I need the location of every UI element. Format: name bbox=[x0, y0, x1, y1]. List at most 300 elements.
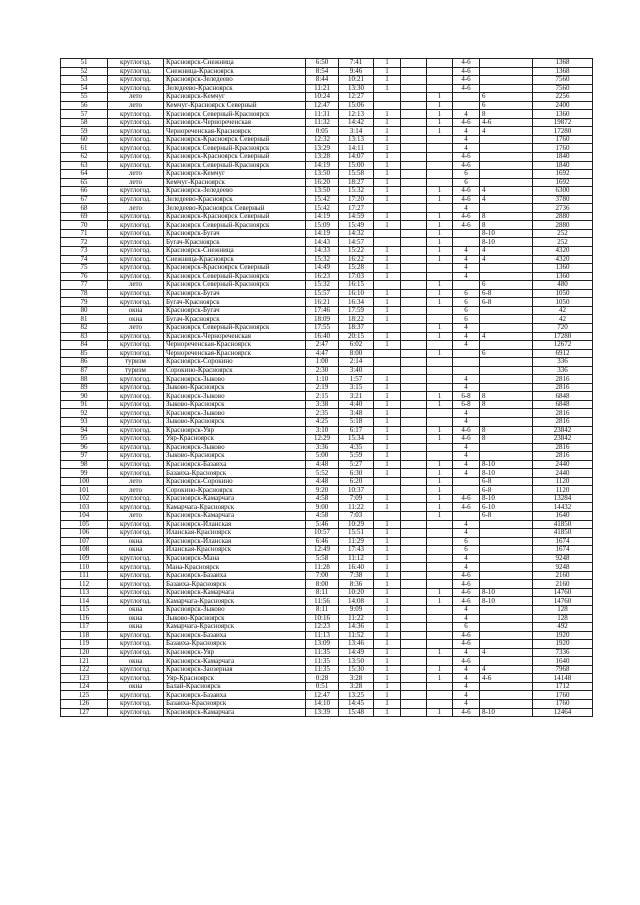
season-cell: круглогод. bbox=[108, 153, 164, 162]
season-cell: круглогод. bbox=[108, 503, 164, 512]
flag-c-cell: 1 bbox=[427, 195, 453, 204]
flag-a-cell: 1 bbox=[374, 195, 401, 204]
row-number-cell: 70 bbox=[61, 221, 108, 230]
season-cell: круглогод. bbox=[108, 84, 164, 93]
flag-c-cell bbox=[427, 178, 453, 187]
flag-b-cell bbox=[401, 665, 427, 674]
flag-b-cell bbox=[401, 170, 427, 179]
route-cell: Красноярск-Камарчага bbox=[164, 588, 306, 597]
cars-count-cell: 4-6 bbox=[453, 221, 480, 230]
flag-c-cell bbox=[427, 383, 453, 392]
flag-b-cell bbox=[401, 631, 427, 640]
amount-cell: 42 bbox=[533, 315, 593, 324]
flag-a-cell: 1 bbox=[374, 435, 401, 444]
arrival-time-cell: 15:49 bbox=[339, 221, 374, 230]
row-number-cell: 118 bbox=[61, 631, 108, 640]
arrival-time-cell: 14:07 bbox=[339, 153, 374, 162]
cars-extra-cell bbox=[480, 375, 533, 384]
cars-extra-cell: 8-10 bbox=[480, 708, 533, 717]
arrival-time-cell: 6:02 bbox=[339, 341, 374, 350]
cars-extra-cell bbox=[480, 554, 533, 563]
table-row bbox=[61, 486, 593, 495]
flag-a-cell: 1 bbox=[374, 212, 401, 221]
cars-extra-cell bbox=[480, 631, 533, 640]
row-number-cell: 81 bbox=[61, 315, 108, 324]
departure-time-cell: 8:44 bbox=[306, 76, 339, 85]
departure-time-cell: 0:05 bbox=[306, 127, 339, 136]
flag-a-cell bbox=[374, 323, 401, 332]
cars-count-cell bbox=[453, 238, 480, 247]
departure-time-cell: 18:09 bbox=[306, 315, 339, 324]
amount-cell: 2440 bbox=[533, 469, 593, 478]
flag-a-cell: 1 bbox=[374, 469, 401, 478]
flag-c-cell bbox=[427, 59, 453, 68]
arrival-time-cell: 12:13 bbox=[339, 110, 374, 119]
route-cell: Базаиха-Красноярск bbox=[164, 580, 306, 589]
row-number-cell: 89 bbox=[61, 383, 108, 392]
table-row bbox=[61, 503, 593, 512]
season-cell: лето bbox=[108, 477, 164, 486]
cars-count-cell: 4 bbox=[453, 665, 480, 674]
departure-time-cell: 8:00 bbox=[306, 580, 339, 589]
cars-count-cell: 4 bbox=[453, 443, 480, 452]
route-cell: Красноярск-Базаиха bbox=[164, 460, 306, 469]
table-row bbox=[61, 306, 593, 315]
departure-time-cell: 3:36 bbox=[306, 443, 339, 452]
route-cell: Красноярск-Уяр bbox=[164, 648, 306, 657]
cars-extra-cell: 4 bbox=[480, 247, 533, 256]
cars-count-cell: 4 bbox=[453, 417, 480, 426]
amount-cell: 1368 bbox=[533, 67, 593, 76]
departure-time-cell: 3:38 bbox=[306, 400, 339, 409]
route-cell: Красноярск-Кемчуг bbox=[164, 170, 306, 179]
cars-count-cell: 4-6 bbox=[453, 153, 480, 162]
flag-c-cell bbox=[427, 144, 453, 153]
flag-b-cell bbox=[401, 503, 427, 512]
cars-extra-cell bbox=[480, 178, 533, 187]
flag-a-cell: 1 bbox=[374, 127, 401, 136]
row-number-cell: 106 bbox=[61, 529, 108, 538]
flag-a-cell: 1 bbox=[374, 110, 401, 119]
flag-b-cell bbox=[401, 648, 427, 657]
flag-c-cell: 1 bbox=[427, 708, 453, 717]
flag-c-cell bbox=[427, 84, 453, 93]
cars-count-cell: 6 bbox=[453, 623, 480, 632]
arrival-time-cell: 14:45 bbox=[339, 700, 374, 709]
cars-count-cell: 4-6 bbox=[453, 580, 480, 589]
amount-cell: 2160 bbox=[533, 580, 593, 589]
table-row bbox=[61, 588, 593, 597]
flag-c-cell: 1 bbox=[427, 503, 453, 512]
flag-b-cell bbox=[401, 486, 427, 495]
arrival-time-cell: 7:38 bbox=[339, 571, 374, 580]
departure-time-cell: 11:13 bbox=[306, 631, 339, 640]
route-cell: Красноярск Северный-Красноярск bbox=[164, 323, 306, 332]
amount-cell: 336 bbox=[533, 358, 593, 367]
cars-extra-cell bbox=[480, 682, 533, 691]
route-cell: Красноярск Северный-Красноярск bbox=[164, 221, 306, 230]
flag-b-cell bbox=[401, 187, 427, 196]
flag-c-cell bbox=[427, 366, 453, 375]
table-row bbox=[61, 511, 593, 520]
table-row bbox=[61, 332, 593, 341]
cars-count-cell: 4-6 bbox=[453, 84, 480, 93]
season-cell: круглогод. bbox=[108, 127, 164, 136]
cars-count-cell: 4 bbox=[453, 460, 480, 469]
flag-c-cell: 1 bbox=[427, 118, 453, 127]
flag-a-cell: 1 bbox=[374, 571, 401, 580]
row-number-cell: 115 bbox=[61, 606, 108, 615]
cars-extra-cell: 8-10 bbox=[480, 460, 533, 469]
flag-b-cell bbox=[401, 392, 427, 401]
flag-a-cell: 1 bbox=[374, 452, 401, 461]
flag-a-cell: 1 bbox=[374, 341, 401, 350]
arrival-time-cell: 3:15 bbox=[339, 383, 374, 392]
route-cell: Зеледеево-Красноярск bbox=[164, 195, 306, 204]
row-number-cell: 100 bbox=[61, 477, 108, 486]
flag-b-cell bbox=[401, 700, 427, 709]
departure-time-cell: 13:29 bbox=[306, 144, 339, 153]
flag-a-cell: 1 bbox=[374, 691, 401, 700]
cars-count-cell: 4 bbox=[453, 614, 480, 623]
flag-c-cell bbox=[427, 341, 453, 350]
amount-cell: 2440 bbox=[533, 460, 593, 469]
cars-extra-cell bbox=[480, 614, 533, 623]
flag-c-cell: 1 bbox=[427, 187, 453, 196]
cars-count-cell: 4 bbox=[453, 606, 480, 615]
arrival-time-cell: 6:20 bbox=[339, 477, 374, 486]
amount-cell: 2256 bbox=[533, 93, 593, 102]
departure-time-cell: 11:21 bbox=[306, 84, 339, 93]
arrival-time-cell: 5:27 bbox=[339, 460, 374, 469]
row-number-cell: 117 bbox=[61, 623, 108, 632]
departure-time-cell: 12:23 bbox=[306, 623, 339, 632]
flag-b-cell bbox=[401, 332, 427, 341]
route-cell: Красноярск-Камарчага bbox=[164, 511, 306, 520]
table-row bbox=[61, 178, 593, 187]
season-cell: круглогод. bbox=[108, 187, 164, 196]
row-number-cell: 99 bbox=[61, 469, 108, 478]
amount-cell: 9248 bbox=[533, 554, 593, 563]
departure-time-cell: 14:49 bbox=[306, 264, 339, 273]
departure-time-cell: 16:20 bbox=[306, 178, 339, 187]
cars-count-cell: 4 bbox=[453, 375, 480, 384]
cars-extra-cell bbox=[480, 700, 533, 709]
arrival-time-cell: 15:28 bbox=[339, 264, 374, 273]
flag-b-cell bbox=[401, 657, 427, 666]
cars-extra-cell bbox=[480, 59, 533, 68]
amount-cell: 1712 bbox=[533, 682, 593, 691]
departure-time-cell: 12:32 bbox=[306, 135, 339, 144]
table-row bbox=[61, 110, 593, 119]
departure-time-cell: 15:32 bbox=[306, 255, 339, 264]
arrival-time-cell: 9:09 bbox=[339, 606, 374, 615]
departure-time-cell: 1:00 bbox=[306, 358, 339, 367]
departure-time-cell: 10:16 bbox=[306, 614, 339, 623]
cars-count-cell: 4 bbox=[453, 323, 480, 332]
cars-count-cell bbox=[453, 93, 480, 102]
amount-cell: 6848 bbox=[533, 400, 593, 409]
row-number-cell: 98 bbox=[61, 460, 108, 469]
amount-cell: 1120 bbox=[533, 477, 593, 486]
arrival-time-cell: 9:46 bbox=[339, 67, 374, 76]
arrival-time-cell: 15:30 bbox=[339, 665, 374, 674]
table-row bbox=[61, 443, 593, 452]
flag-c-cell bbox=[427, 691, 453, 700]
cars-count-cell: 4 bbox=[453, 520, 480, 529]
flag-a-cell: 1 bbox=[374, 118, 401, 127]
flag-c-cell: 1 bbox=[427, 289, 453, 298]
flag-a-cell: 1 bbox=[374, 417, 401, 426]
table-row bbox=[61, 204, 593, 213]
flag-b-cell bbox=[401, 67, 427, 76]
departure-time-cell: 7:00 bbox=[306, 571, 339, 580]
cars-extra-cell bbox=[480, 323, 533, 332]
row-number-cell: 101 bbox=[61, 486, 108, 495]
season-cell: круглогод. bbox=[108, 648, 164, 657]
flag-a-cell: 1 bbox=[374, 272, 401, 281]
flag-b-cell bbox=[401, 306, 427, 315]
cars-count-cell: 4-6 bbox=[453, 59, 480, 68]
flag-a-cell: 1 bbox=[374, 546, 401, 555]
departure-time-cell: 16:40 bbox=[306, 332, 339, 341]
amount-cell: 6300 bbox=[533, 187, 593, 196]
cars-extra-cell: 6-8 bbox=[480, 289, 533, 298]
route-cell: Красноярск-Снежница bbox=[164, 247, 306, 256]
amount-cell: 1120 bbox=[533, 486, 593, 495]
flag-b-cell bbox=[401, 255, 427, 264]
season-cell: лето bbox=[108, 511, 164, 520]
season-cell: лето bbox=[108, 170, 164, 179]
arrival-time-cell: 17:59 bbox=[339, 306, 374, 315]
season-cell: окна bbox=[108, 546, 164, 555]
departure-time-cell: 12:47 bbox=[306, 101, 339, 110]
departure-time-cell: 15:42 bbox=[306, 195, 339, 204]
arrival-time-cell: 15:34 bbox=[339, 435, 374, 444]
flag-a-cell: 1 bbox=[374, 400, 401, 409]
table-row bbox=[61, 221, 593, 230]
cars-count-cell bbox=[453, 358, 480, 367]
season-cell: круглогод. bbox=[108, 417, 164, 426]
amount-cell: 17280 bbox=[533, 127, 593, 136]
flag-a-cell bbox=[374, 358, 401, 367]
cars-count-cell: 4 bbox=[453, 127, 480, 136]
arrival-time-cell: 4:40 bbox=[339, 400, 374, 409]
season-cell: круглогод. bbox=[108, 597, 164, 606]
flag-c-cell bbox=[427, 563, 453, 572]
flag-c-cell: 1 bbox=[427, 477, 453, 486]
cars-count-cell: 4-6 bbox=[453, 503, 480, 512]
amount-cell: 2816 bbox=[533, 452, 593, 461]
cars-extra-cell: 4-6 bbox=[480, 118, 533, 127]
table-row bbox=[61, 469, 593, 478]
flag-c-cell: 1 bbox=[427, 323, 453, 332]
flag-c-cell: 1 bbox=[427, 255, 453, 264]
flag-b-cell bbox=[401, 76, 427, 85]
route-cell: Красноярск Северный-Красноярск bbox=[164, 272, 306, 281]
departure-time-cell: 11:31 bbox=[306, 110, 339, 119]
flag-c-cell: 1 bbox=[427, 400, 453, 409]
season-cell: круглогод. bbox=[108, 409, 164, 418]
table-row bbox=[61, 529, 593, 538]
table-row bbox=[61, 195, 593, 204]
departure-time-cell: 10:57 bbox=[306, 529, 339, 538]
row-number-cell: 90 bbox=[61, 392, 108, 401]
flag-b-cell bbox=[401, 118, 427, 127]
route-cell: Красноярск-Черноречeнская bbox=[164, 118, 306, 127]
departure-time-cell: 0:51 bbox=[306, 682, 339, 691]
flag-c-cell bbox=[427, 546, 453, 555]
flag-c-cell bbox=[427, 375, 453, 384]
table-row bbox=[61, 238, 593, 247]
flag-a-cell: 1 bbox=[374, 383, 401, 392]
cars-extra-cell bbox=[480, 306, 533, 315]
cars-extra-cell: 4-6 bbox=[480, 674, 533, 683]
row-number-cell: 66 bbox=[61, 187, 108, 196]
row-number-cell: 110 bbox=[61, 563, 108, 572]
flag-c-cell: 1 bbox=[427, 511, 453, 520]
row-number-cell: 125 bbox=[61, 691, 108, 700]
route-cell: Базаиха-Красноярск bbox=[164, 700, 306, 709]
table-row bbox=[61, 435, 593, 444]
cars-extra-cell bbox=[480, 443, 533, 452]
cars-extra-cell bbox=[480, 529, 533, 538]
arrival-time-cell: 14:42 bbox=[339, 118, 374, 127]
flag-a-cell: 1 bbox=[374, 221, 401, 230]
cars-count-cell: 4-6 bbox=[453, 588, 480, 597]
cars-extra-cell bbox=[480, 264, 533, 273]
cars-count-cell bbox=[453, 511, 480, 520]
flag-a-cell bbox=[374, 93, 401, 102]
cars-count-cell: 6-8 bbox=[453, 392, 480, 401]
cars-count-cell: 4-6 bbox=[453, 426, 480, 435]
arrival-time-cell: 14:59 bbox=[339, 212, 374, 221]
row-number-cell: 95 bbox=[61, 435, 108, 444]
flag-a-cell: 1 bbox=[374, 665, 401, 674]
cars-count-cell: 4-6 bbox=[453, 187, 480, 196]
flag-c-cell: 1 bbox=[427, 349, 453, 358]
flag-a-cell: 1 bbox=[374, 247, 401, 256]
route-cell: Снежница-Красноярск bbox=[164, 67, 306, 76]
flag-c-cell: 1 bbox=[427, 93, 453, 102]
cars-extra-cell bbox=[480, 623, 533, 632]
flag-c-cell bbox=[427, 67, 453, 76]
flag-c-cell bbox=[427, 264, 453, 273]
cars-extra-cell bbox=[480, 341, 533, 350]
table-row bbox=[61, 426, 593, 435]
route-cell: Бугач-Красноярск bbox=[164, 298, 306, 307]
flag-b-cell bbox=[401, 606, 427, 615]
row-number-cell: 71 bbox=[61, 229, 108, 238]
flag-b-cell bbox=[401, 84, 427, 93]
season-cell: туризм bbox=[108, 366, 164, 375]
departure-time-cell: 6:46 bbox=[306, 537, 339, 546]
cars-count-cell: 4-6 bbox=[453, 640, 480, 649]
cars-extra-cell: 4 bbox=[480, 255, 533, 264]
row-number-cell: 52 bbox=[61, 67, 108, 76]
flag-c-cell bbox=[427, 682, 453, 691]
arrival-time-cell: 7:41 bbox=[339, 59, 374, 68]
route-cell: Красноярск-Мана bbox=[164, 554, 306, 563]
season-cell: круглогод. bbox=[108, 392, 164, 401]
flag-c-cell: 1 bbox=[427, 674, 453, 683]
table-row bbox=[61, 212, 593, 221]
cars-extra-cell: 8-10 bbox=[480, 238, 533, 247]
arrival-time-cell: 2:14 bbox=[339, 358, 374, 367]
arrival-time-cell: 11:12 bbox=[339, 554, 374, 563]
flag-b-cell bbox=[401, 153, 427, 162]
table-row bbox=[61, 349, 593, 358]
arrival-time-cell: 6:30 bbox=[339, 469, 374, 478]
route-cell: Базаиха-Красноярск bbox=[164, 640, 306, 649]
cars-count-cell: 4-6 bbox=[453, 494, 480, 503]
cars-count-cell bbox=[453, 281, 480, 290]
table-row bbox=[61, 400, 593, 409]
cars-extra-cell: 6 bbox=[480, 349, 533, 358]
row-number-cell: 126 bbox=[61, 700, 108, 709]
row-number-cell: 109 bbox=[61, 554, 108, 563]
cars-extra-cell: 6-8 bbox=[480, 511, 533, 520]
flag-c-cell bbox=[427, 623, 453, 632]
cars-extra-cell bbox=[480, 366, 533, 375]
arrival-time-cell: 14:57 bbox=[339, 238, 374, 247]
route-cell: Красноярск-Красноярск Северный bbox=[164, 264, 306, 273]
route-cell: Красноярск-Камарчага bbox=[164, 708, 306, 717]
season-cell: лето bbox=[108, 486, 164, 495]
flag-a-cell: 1 bbox=[374, 588, 401, 597]
amount-cell: 1840 bbox=[533, 161, 593, 170]
flag-a-cell: 1 bbox=[374, 153, 401, 162]
departure-time-cell: 8:11 bbox=[306, 588, 339, 597]
flag-b-cell bbox=[401, 358, 427, 367]
route-cell: Красноярск-Кемчуг bbox=[164, 93, 306, 102]
amount-cell: 4320 bbox=[533, 247, 593, 256]
table-row bbox=[61, 580, 593, 589]
flag-a-cell: 1 bbox=[374, 255, 401, 264]
cars-count-cell: 6 bbox=[453, 178, 480, 187]
departure-time-cell: 0:28 bbox=[306, 674, 339, 683]
cars-count-cell: 4 bbox=[453, 529, 480, 538]
route-cell: Зыково-Красноярск bbox=[164, 383, 306, 392]
season-cell: круглогод. bbox=[108, 255, 164, 264]
flag-b-cell bbox=[401, 443, 427, 452]
flag-a-cell: 1 bbox=[374, 298, 401, 307]
season-cell: круглогод. bbox=[108, 588, 164, 597]
flag-c-cell bbox=[427, 631, 453, 640]
route-cell: Черноречeнская-Красноярск bbox=[164, 349, 306, 358]
season-cell: круглогод. bbox=[108, 195, 164, 204]
arrival-time-cell: 3:14 bbox=[339, 127, 374, 136]
season-cell: круглогод. bbox=[108, 435, 164, 444]
departure-time-cell: 14:19 bbox=[306, 229, 339, 238]
departure-time-cell: 13:50 bbox=[306, 187, 339, 196]
amount-cell: 7560 bbox=[533, 84, 593, 93]
departure-time-cell: 11:35 bbox=[306, 665, 339, 674]
amount-cell: 41850 bbox=[533, 520, 593, 529]
amount-cell: 1360 bbox=[533, 272, 593, 281]
flag-c-cell: 1 bbox=[427, 238, 453, 247]
departure-time-cell: 2:15 bbox=[306, 392, 339, 401]
flag-c-cell: 1 bbox=[427, 127, 453, 136]
flag-a-cell: 1 bbox=[374, 135, 401, 144]
departure-time-cell: 5:00 bbox=[306, 452, 339, 461]
cars-extra-cell: 8 bbox=[480, 435, 533, 444]
flag-c-cell bbox=[427, 272, 453, 281]
route-cell: Красноярск-Зеледеево bbox=[164, 76, 306, 85]
departure-time-cell: 14:19 bbox=[306, 212, 339, 221]
arrival-time-cell: 18:37 bbox=[339, 323, 374, 332]
cars-count-cell bbox=[453, 477, 480, 486]
